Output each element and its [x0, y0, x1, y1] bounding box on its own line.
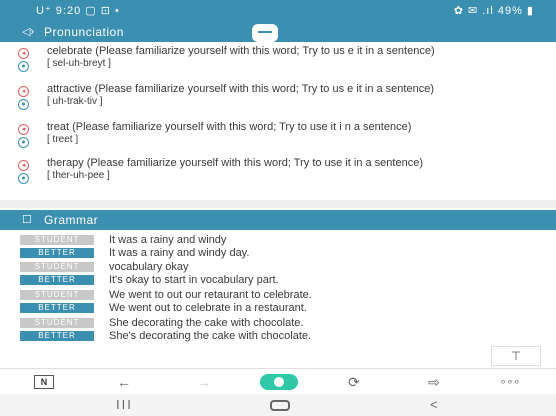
grammar-better-row: [0, 330, 556, 342]
arrow-up-icon: ⊤: [510, 349, 522, 363]
grammar-header[interactable]: [0, 210, 556, 230]
student-sentence: vocabulary okay: [109, 261, 189, 273]
home-button[interactable]: [260, 374, 298, 390]
record-icon[interactable]: ●: [18, 173, 29, 184]
record-icon[interactable]: ●: [18, 61, 29, 72]
status-bar: [0, 0, 556, 22]
play-audio-icon[interactable]: ◂: [18, 160, 29, 171]
student-tag: STUDENT: [20, 262, 94, 272]
n-app-button[interactable]: N: [34, 375, 54, 389]
pronunciation-phonetic: [ treet ]: [47, 134, 79, 145]
back-nav-icon[interactable]: <: [430, 397, 438, 412]
grammar-better-row: [0, 274, 556, 286]
forward-arrow-icon[interactable]: →: [197, 374, 211, 390]
grammar-student-row: [0, 317, 556, 329]
better-sentence: We went out to celebrate in a restaurant.: [109, 302, 307, 314]
pronunciation-word: therapy (Please familiarize yourself with this word; Try to use it in a sentence): [47, 157, 423, 169]
pronunciation-word: treat (Please familiarize yourself with this word; Try to use it i n a sentence): [47, 121, 412, 133]
better-tag: BETTER: [20, 248, 94, 258]
chat-icon[interactable]: [252, 24, 278, 42]
pronunciation-title: Pronunciation: [44, 25, 124, 39]
pronunciation-phonetic: [ sel-uh-breyt ]: [47, 58, 111, 69]
student-sentence: She decorating the cake with chocolate.: [109, 317, 304, 329]
pronunciation-phonetic: [ uh-trak-tiv ]: [47, 96, 103, 107]
better-sentence: It's okay to start in vocabulary part.: [109, 274, 279, 286]
pronunciation-word: attractive (Please familiarize yourself with this word; Try to us e it in a sentence): [47, 83, 434, 95]
grammar-student-row: [0, 289, 556, 301]
home-nav-icon[interactable]: [270, 400, 290, 411]
grammar-icon: ☐: [22, 214, 32, 226]
more-options-icon[interactable]: ∘∘∘: [499, 376, 521, 388]
status-left: U⁺ 9:20 ▢ ⊡ •: [36, 5, 120, 17]
section-divider: [0, 200, 556, 208]
record-icon[interactable]: ●: [18, 137, 29, 148]
recent-apps-icon[interactable]: III: [116, 397, 133, 412]
pronunciation-header[interactable]: [0, 22, 556, 42]
play-audio-icon[interactable]: ◂: [18, 48, 29, 59]
play-audio-icon[interactable]: ◂: [18, 124, 29, 135]
better-tag: BETTER: [20, 303, 94, 313]
grammar-title: Grammar: [44, 213, 99, 227]
student-tag: STUDENT: [20, 318, 94, 328]
student-sentence: It was a rainy and windy: [109, 234, 227, 246]
better-sentence: She's decorating the cake with chocolate.: [109, 330, 312, 342]
play-audio-icon[interactable]: ◂: [18, 86, 29, 97]
better-tag: BETTER: [20, 275, 94, 285]
record-icon[interactable]: ●: [18, 99, 29, 110]
better-tag: BETTER: [20, 331, 94, 341]
browser-toolbar: [0, 368, 556, 394]
grammar-better-row: [0, 247, 556, 259]
pronunciation-word: celebrate (Please familiarize yourself with this word; Try to us e it in a sentence): [47, 45, 435, 57]
home-dot-icon: [274, 377, 284, 387]
system-nav-bar: [0, 394, 556, 416]
student-tag: STUDENT: [20, 290, 94, 300]
back-arrow-icon[interactable]: ←: [117, 374, 131, 390]
student-tag: STUDENT: [20, 235, 94, 245]
grammar-student-row: [0, 234, 556, 246]
student-sentence: We went to out our retaurant to celebrate.: [109, 289, 312, 301]
pronunciation-phonetic: [ ther-uh-pee ]: [47, 170, 110, 181]
status-right: ✿ ✉ .ıl 49% ▮: [453, 5, 534, 17]
better-sentence: It was a rainy and windy day.: [109, 247, 250, 259]
scroll-to-top-button[interactable]: [491, 346, 541, 366]
speaker-icon: ◁›: [22, 26, 35, 38]
grammar-better-row: [0, 302, 556, 314]
share-icon[interactable]: ⇨: [428, 374, 440, 390]
grammar-student-row: [0, 261, 556, 273]
refresh-icon[interactable]: ⟳: [348, 374, 360, 390]
